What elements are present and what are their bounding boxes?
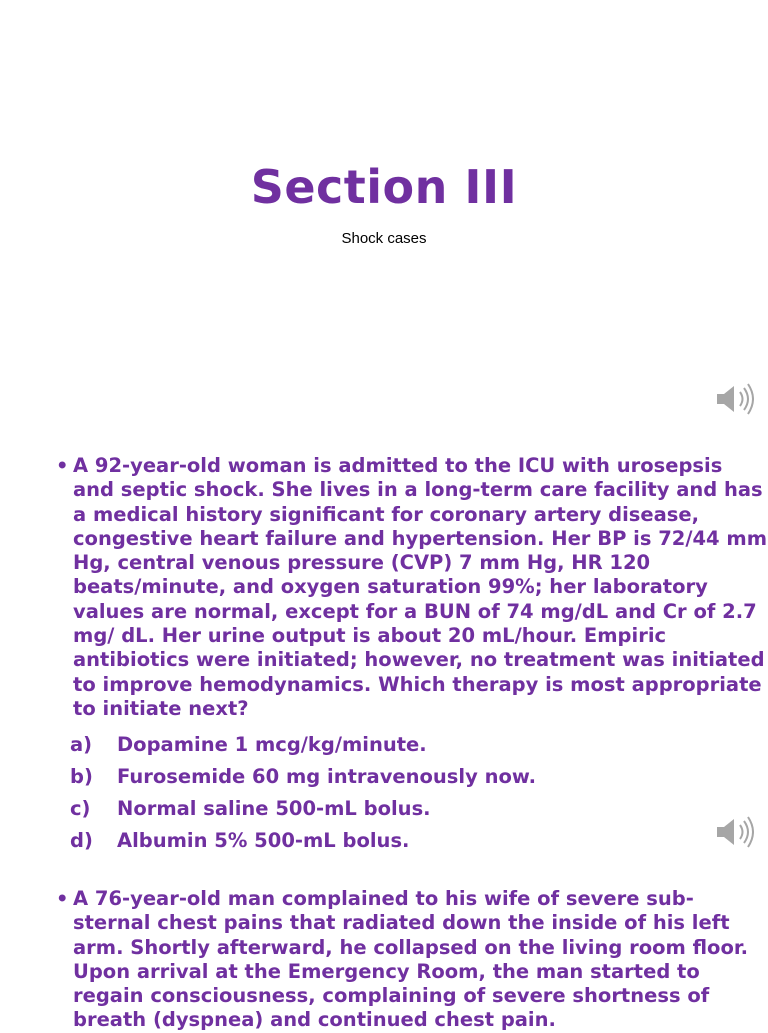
option-letter: d) (70, 829, 93, 853)
option-text: Normal saline 500-mL bolus. (117, 797, 431, 821)
option-d[interactable] (56, 825, 768, 857)
bullet: • (56, 887, 69, 910)
option-letter: b) (70, 765, 93, 789)
option-text: Albumin 5% 500-mL bolus. (117, 829, 410, 853)
question-2-text: A 76-year-old man complained to his wife of severe sub-sternal chest pains that radiated down the inside of his left arm. Shortly afterward, he collapsed on the living room floor. Upon arrival at the Emergency Room, the man started to regain consciousness, complaining of severe shortness of breath (dyspnea) and continued chest pain. (73, 887, 749, 1032)
option-text: Dopamine 1 mcg/kg/minute. (117, 733, 427, 757)
option-b[interactable] (56, 761, 768, 793)
option-letter: a) (70, 733, 93, 757)
option-letter: c) (70, 797, 91, 821)
speaker-icon[interactable] (714, 379, 754, 419)
question-2 (56, 887, 768, 1033)
option-c[interactable] (56, 793, 768, 825)
section-title: Section III (250, 160, 518, 214)
speaker-icon[interactable] (714, 812, 754, 852)
section-subtitle: Shock cases (341, 230, 427, 247)
option-a[interactable] (56, 729, 768, 761)
option-text: Furosemide 60 mg intravenously now. (117, 765, 537, 789)
question-1 (56, 454, 768, 857)
question-1-text: A 92-year-old woman is admitted to the ICU with urosepsis and septic shock. She lives in a long-term care facility and has a medical history significant for coronary artery disease, congestive heart failure and hypertension. Her BP is 72/44 mm Hg, central venous pressure (CVP) 7 mm Hg, HR 120 beats/minute, and oxygen saturation 99%; her laboratory values are normal, except for a BUN of 74 mg/dL and Cr of 2.7 mg/ dL. Her urine output is about 20 mL/hour. Empiric antibiotics were initiated; however, no treatment was initiated to improve hemodynamics. Which therapy is most appropriate to initiate next? (73, 454, 768, 720)
answer-options (56, 729, 768, 857)
question-2-stem (56, 887, 768, 1033)
bullet: • (56, 454, 69, 477)
question-1-stem (56, 454, 768, 721)
